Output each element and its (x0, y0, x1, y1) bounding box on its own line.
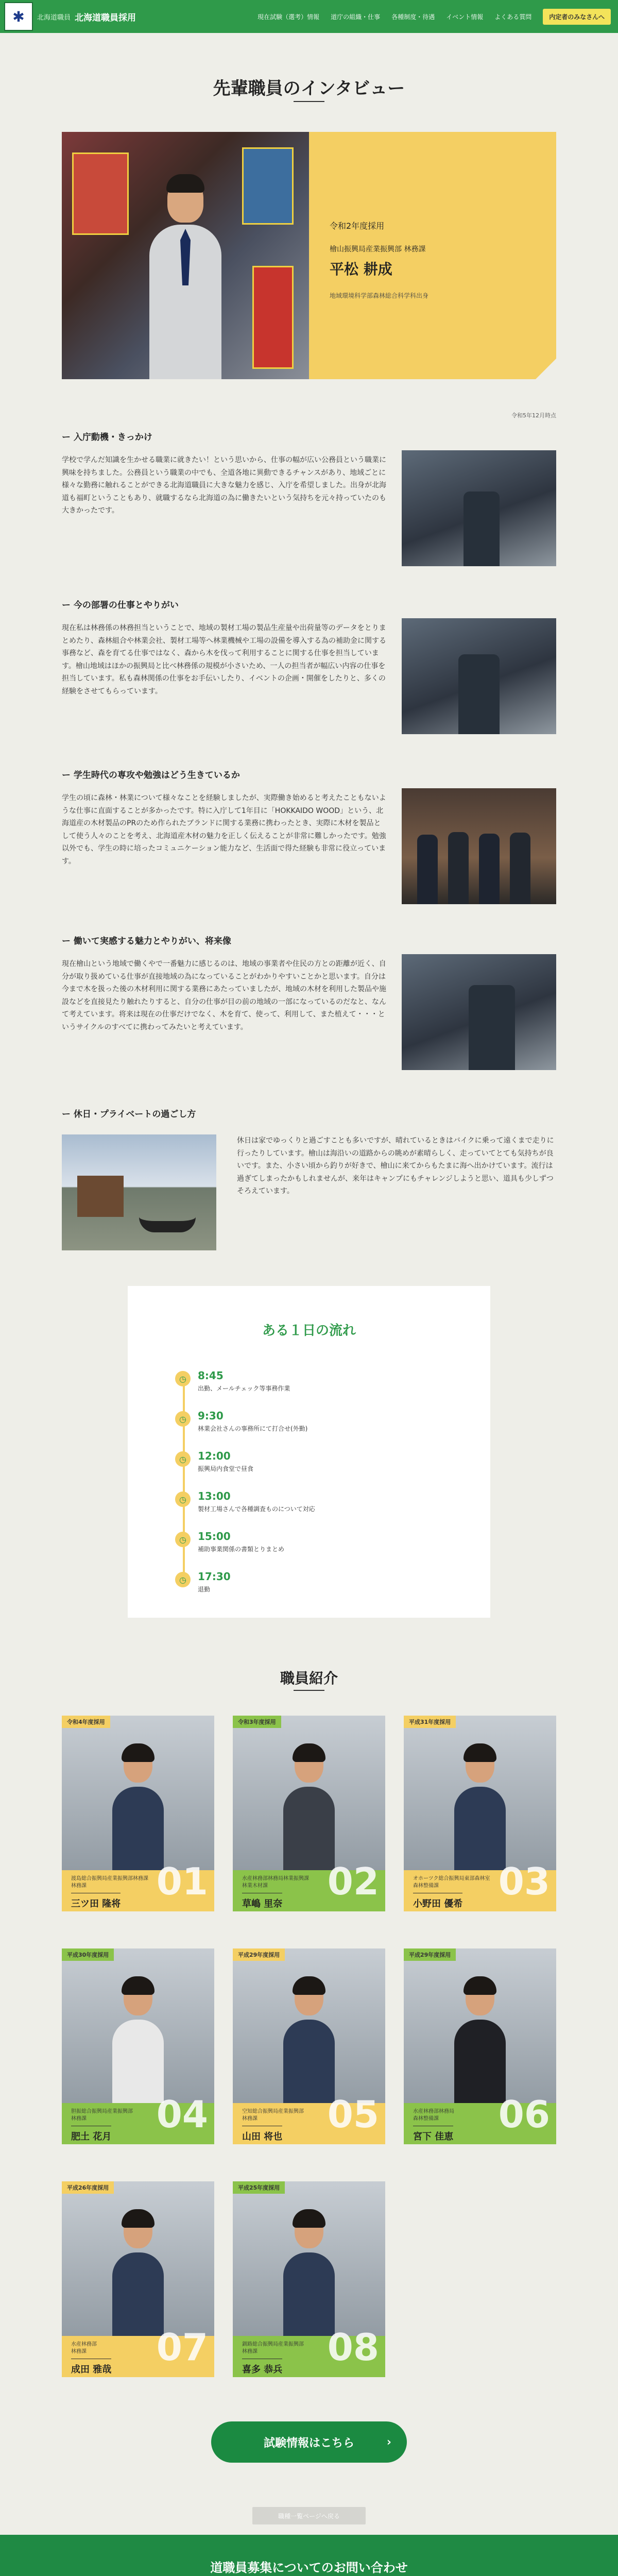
staff-dept: 胆振総合振興局産業振興部 (71, 2109, 133, 2114)
nav-organization[interactable]: 道庁の組織・仕事 (331, 13, 381, 21)
staff-name: 宮下 佳恵 (413, 2126, 453, 2143)
staff-card[interactable] (233, 1948, 385, 2144)
step-time: 8:45 (198, 1369, 224, 1382)
staff-sub: 森林整備課 (413, 1883, 439, 1889)
main-nav (258, 9, 611, 25)
staff-card[interactable] (62, 2181, 214, 2377)
staff-year-tag: 平成30年度採用 (62, 1948, 114, 1961)
clock-icon: ◷ (175, 1572, 191, 1587)
qa-section (62, 598, 556, 698)
qa-photo-phone (402, 618, 556, 734)
clock-icon: ◷ (175, 1371, 191, 1386)
staff-name: 肥土 花月 (71, 2126, 111, 2143)
back-to-list-button[interactable]: 職種一覧ページへ戻る (252, 2507, 366, 2524)
staff-sub: 林務課 (242, 2115, 258, 2122)
staff-sub: 林業木材課 (242, 1883, 268, 1889)
staff-card[interactable] (404, 1948, 556, 2144)
qa-section (62, 430, 556, 517)
staff-dept: 釧路総合振興局産業振興部 (242, 2342, 304, 2347)
staff-name: 草嶋 里奈 (242, 1893, 282, 1910)
qa-title: ー 入庁動機・きっかけ (62, 432, 152, 443)
staff-name: 喜多 恭兵 (242, 2359, 282, 2376)
staff-number: 08 (327, 2326, 379, 2369)
staff-underline (294, 1690, 324, 1691)
holiday-body: 休日は家でゆっくりと過ごすことも多いですが、晴れているときはバイクに乗って遠くまで走りに行ったりしています。檜山は海沿いの道路からの眺めが素晴らしく、走っていてとても気持ちが良いです。また、小さい頃から釣りが好きで、檜山に来てからもたまに海へ出かけています。流行は過ぎてしまったかもしれませんが、来年はキャンプにもチャレンジしようと思い、道具も少しずつそろえています。 (237, 1137, 554, 1195)
staff-year-tag: 令和4年度採用 (62, 1716, 110, 1728)
nav-system[interactable]: 各種制度・待遇 (391, 13, 435, 21)
step-time: 15:00 (198, 1530, 231, 1543)
staff-dept: 空知総合振興局産業振興部 (242, 2109, 304, 2114)
exam-info-button[interactable] (211, 2421, 407, 2463)
step-desc: 退勤 (198, 1586, 211, 1593)
clock-icon: ◷ (175, 1411, 191, 1427)
brand-small: 北海道職員 (37, 13, 71, 22)
staff-dept: 渡島総合振興局産業振興部林務課 (71, 1876, 148, 1882)
nav-faq[interactable]: よくある質問 (494, 13, 532, 21)
qa-body: 学生の頃に森林・林業について様々なことを経験しましたが、実際働き始めると考えたこともないような仕事に直面することが多かったです。特に入庁して1年目に「HOKKAIDO WOOD」という、北海道産の木材製品のPRのため作られたブランドに関する業務に携わったとき、実際に木材を製品として使う人々のことを考え、北海道産木材の魅力を正しく伝えることが非常に難しかったです。勉強以外でも、学生の時に培ったコミュニケーション能力など、生活面で得た経験も非常に役立っています。 (62, 794, 386, 866)
step-desc: 振興局内食堂で昼食 (198, 1465, 254, 1472)
nav-events[interactable]: イベント情報 (446, 13, 484, 21)
school: 地域環境科学部森林総合科学科出身 (330, 292, 429, 299)
clock-icon: ◷ (175, 1532, 191, 1547)
motorcycle-photo (62, 1134, 216, 1250)
staff-card[interactable] (62, 1716, 214, 1911)
qa-body: 現在檜山という地域で働くやで一番魅力に感じるのは、地域の事業者や住民の方との距離が近く、自分が取り扱めている仕事が直接地域の為になっていることがわかりやすいことかと思います。自分は今まで木を扱った後の木材利用に関する業務にあたっていましたが、地域の木材を利用した製品や施設などを直接見たり触れたりすると、自分の仕事が目の前の地域の一部になっているのだなと、なんて考えています。将来は現在の仕事だけでなく、木を育て、使って、利用して、また植えて・・・というサイクルのすべてに携わってみたいと考えています。 (62, 960, 386, 1031)
staff-dept: 水産林務部林務局 (413, 2109, 454, 2114)
staff-number: 05 (327, 2093, 379, 2136)
chevron-right-icon: › (386, 2435, 391, 2449)
step-time: 12:00 (198, 1450, 231, 1462)
step-time: 13:00 (198, 1490, 231, 1502)
contact-title: 道職員募集についてのお問い合わせ (210, 2561, 408, 2575)
staff-card[interactable] (62, 1948, 214, 2144)
site-header (0, 0, 618, 33)
schedule-title: ある１日の流れ (262, 1323, 356, 1338)
brand[interactable] (37, 10, 136, 23)
staff-name: 三ツ田 隆将 (71, 1893, 121, 1910)
step-desc: 製材工場さんで各種調査ものについて対応 (198, 1505, 315, 1513)
site-footer (0, 2535, 618, 2576)
step-desc: 補助事業関係の書類とりまとめ (198, 1546, 285, 1553)
hokkaido-logo[interactable] (4, 2, 33, 31)
qa-photo-desk (402, 954, 556, 1070)
hero-profile (62, 132, 556, 379)
staff-card[interactable] (233, 1716, 385, 1911)
holiday-title: ー 休日・プライベートの過ごし方 (62, 1109, 196, 1120)
staff-dept: 水産林務部林務局林業振興課 (242, 1876, 309, 1882)
staff-dept: 水産林務部 (71, 2342, 97, 2347)
hire-year: 令和2年度採用 (330, 221, 385, 231)
staff-year-tag: 平成26年度採用 (62, 2181, 114, 2194)
step-time: 17:30 (198, 1570, 231, 1583)
qa-title: ー 学生時代の専攻や勉強はどう生きているか (62, 770, 240, 781)
staff-name: 小野田 優希 (413, 1893, 462, 1910)
star-icon: ✱ (12, 8, 25, 25)
holiday-section (62, 1107, 556, 1195)
qa-body: 学校で学んだ知識を生かせる職業に就きたい！という思いから、仕事の幅が広い公務員という職業に興味を持ちました。公務員という職業の中でも、全道各地に異動できるチャンスがあり、地域ごとに様々な勤務に触れることができる北海道職員に大きな魅力を感じ、入庁を希望しました。出身が北海道も福町ということもあり、就職するなら北海道の為に働きたいという気持ちを元々持っていたのも大きかったです。 (62, 456, 386, 515)
step-time: 9:30 (198, 1410, 224, 1422)
exam-info-label: 試験情報はこちら (263, 2436, 354, 2450)
qa-section (62, 934, 556, 1033)
nav-exam-info[interactable]: 現在試験（選考）情報 (258, 13, 320, 21)
staff-number: 06 (498, 2093, 550, 2136)
qa-title: ー 今の部署の仕事とやりがい (62, 600, 179, 611)
qa-section (62, 768, 556, 868)
staff-name: 山田 将也 (242, 2126, 282, 2143)
qa-photo-office (402, 450, 556, 566)
staff-year-tag: 平成25年度採用 (233, 2181, 285, 2194)
staff-year-tag: 平成31年度採用 (404, 1716, 456, 1728)
staff-name: 成田 雅哉 (71, 2359, 111, 2376)
staff-title: 職員紹介 (280, 1670, 338, 1687)
staff-card[interactable] (404, 1716, 556, 1911)
corner-fold (536, 359, 556, 379)
hero-info (330, 219, 428, 300)
staff-sub: 森林整備課 (413, 2115, 439, 2122)
step-desc: 出勤、メールチェック等事務作業 (198, 1385, 290, 1392)
staff-year-tag: 平成29年度採用 (404, 1948, 456, 1961)
staff-number: 04 (156, 2093, 208, 2136)
step-desc: 林業会社さんの事務所にて打合せ(外勤) (198, 1425, 308, 1432)
staff-year-tag: 令和3年度採用 (233, 1716, 281, 1728)
qa-title: ー 働いて実感する魅力とやりがい、将来像 (62, 936, 231, 946)
nav-offer-button[interactable]: 内定者のみなさんへ (543, 9, 611, 25)
clock-icon: ◷ (175, 1492, 191, 1507)
as-of-date: 令和5年12月時点 (511, 412, 556, 419)
interviewee-figure (149, 163, 221, 379)
staff-card[interactable] (233, 2181, 385, 2377)
staff-number: 02 (327, 1860, 379, 1903)
staff-year-tag: 平成29年度採用 (233, 1948, 285, 1961)
hero-photo (62, 132, 309, 379)
staff-sub: 林務課 (71, 2348, 87, 2354)
staff-name: 平松 耕成 (330, 261, 392, 278)
title-underline (294, 101, 324, 102)
qa-body: 現在私は林務係の林務担当ということで、地域の製材工場の製品生産量や出荷量等のデータをとりまとめたり、森林組合や林業会社、製材工場等へ林業機械や工場の設備を導入する為の補助金に関する事務など、森を育てる仕事ではなく、森から木を伐って利用することに関する仕事を担当しています。檜山地域はほかの振興局と比べ林務係の規模が小さいため、一人の担当者が幅広い内容の仕事を担当しています。私も森林関係の仕事をお手伝いしたり、イベントの企画・開催をしたりと、多くの経験をさせてもらっています。 (62, 624, 386, 696)
brand-title: 北海道職員採用 (75, 12, 136, 23)
staff-sub: 林務課 (71, 1883, 87, 1889)
staff-number: 07 (156, 2326, 208, 2369)
page-title: 先輩職員のインタビュー (213, 78, 405, 99)
daily-schedule (128, 1286, 490, 1618)
staff-number: 01 (156, 1860, 208, 1903)
staff-sub: 林務課 (71, 2115, 87, 2122)
qa-photo-event (402, 788, 556, 904)
staff-sub: 林務課 (242, 2348, 258, 2354)
clock-icon: ◷ (175, 1451, 191, 1467)
staff-dept: オホーツク総合振興局東部森林室 (413, 1876, 490, 1882)
staff-number: 03 (498, 1860, 550, 1903)
department: 檜山振興局産業振興部 林務課 (330, 245, 426, 253)
